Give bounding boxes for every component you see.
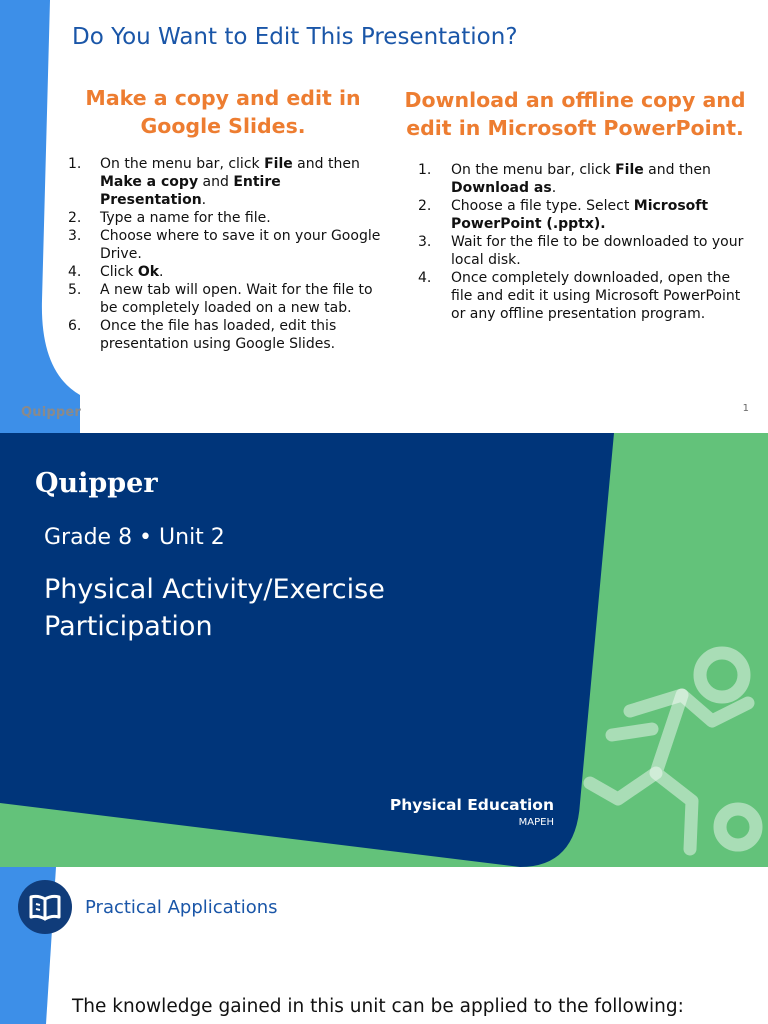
step-text-run: Wait for the file to be downloaded to your local disk. bbox=[451, 234, 744, 268]
step-text bbox=[100, 281, 388, 317]
footer-logo: Quipper bbox=[21, 405, 82, 420]
step-text-run: Choose where to save it on your Google Drive. bbox=[100, 228, 381, 262]
step-text-run: and then bbox=[643, 162, 711, 178]
step-number: 3. bbox=[418, 234, 432, 250]
google-slides-steps bbox=[58, 155, 388, 353]
step-text bbox=[451, 197, 746, 233]
slide-edit-instructions bbox=[0, 0, 768, 433]
step-text-bold: File bbox=[615, 162, 644, 178]
step-text-bold: Download as bbox=[451, 180, 552, 196]
step-item bbox=[404, 269, 746, 323]
powerpoint-steps bbox=[404, 161, 746, 323]
step-item bbox=[58, 209, 388, 227]
step-item bbox=[404, 161, 746, 197]
lesson-title: Physical Activity/Exercise Participation bbox=[44, 574, 385, 642]
step-text-run: On the menu bar, click bbox=[100, 156, 265, 172]
powerpoint-heading: Download an offline copy and edit in Microsoft PowerPoint. bbox=[404, 88, 746, 140]
step-item bbox=[58, 227, 388, 263]
step-text bbox=[451, 233, 746, 269]
step-item bbox=[58, 263, 388, 281]
step-text-bold: Ok bbox=[137, 264, 160, 280]
section-title: Practical Applications bbox=[85, 897, 278, 918]
step-text-run: . bbox=[551, 180, 557, 196]
step-text-bold: Entire Presentation bbox=[100, 174, 281, 208]
step-text-run: Choose a file type. Select bbox=[451, 198, 634, 214]
step-number: 3. bbox=[68, 228, 82, 244]
step-item bbox=[58, 317, 388, 353]
step-text-bold: File bbox=[264, 156, 293, 172]
step-text bbox=[100, 227, 388, 263]
step-text-run: . bbox=[159, 264, 164, 280]
step-text-run: . bbox=[201, 192, 207, 208]
step-text-run: On the menu bar, click bbox=[451, 162, 616, 178]
slide-practical-applications bbox=[0, 867, 768, 1024]
step-item bbox=[404, 197, 746, 233]
open-book-icon bbox=[18, 880, 72, 934]
step-text bbox=[100, 209, 388, 227]
step-number: 4. bbox=[418, 270, 432, 286]
step-text bbox=[451, 161, 746, 197]
step-number: 2. bbox=[68, 210, 82, 226]
step-number: 1. bbox=[68, 156, 82, 172]
step-number: 6. bbox=[68, 318, 82, 334]
step-item bbox=[404, 233, 746, 269]
step-text bbox=[100, 155, 388, 209]
step-text-run: Once the file has loaded, edit this presentation using Google Slides. bbox=[100, 318, 337, 352]
step-text bbox=[100, 317, 388, 353]
step-text-run: and then bbox=[292, 156, 360, 172]
step-item bbox=[58, 155, 388, 209]
step-text-run: and bbox=[198, 174, 234, 190]
subject-area: MAPEH bbox=[518, 817, 554, 828]
body-text: The knowledge gained in this unit can be applied to the following: bbox=[72, 996, 684, 1017]
step-text bbox=[100, 263, 388, 281]
step-text-run: Click bbox=[100, 264, 138, 280]
step-text-run: A new tab will open. Wait for the file to be completely loaded on a new tab. bbox=[100, 282, 373, 316]
grade-unit: Grade 8 • Unit 2 bbox=[44, 525, 225, 550]
step-number: 1. bbox=[418, 162, 432, 178]
step-text-run: Once completely downloaded, open the file and edit it using Microsoft PowerPoint or any offline presentation program. bbox=[451, 270, 741, 322]
brand-logo: Quipper bbox=[35, 468, 158, 499]
runner-icon bbox=[572, 643, 768, 867]
step-text-run: Type a name for the file. bbox=[100, 210, 271, 226]
subject-label: Physical Education bbox=[389, 796, 554, 814]
page-title: Do You Want to Edit This Presentation? bbox=[72, 24, 518, 50]
slide-title bbox=[0, 433, 768, 867]
google-slides-column bbox=[58, 84, 388, 353]
step-item bbox=[58, 281, 388, 317]
step-number: 5. bbox=[68, 282, 82, 298]
step-number: 2. bbox=[418, 198, 432, 214]
step-text-bold: Make a copy bbox=[100, 174, 199, 190]
page-number: 1 bbox=[742, 403, 749, 414]
step-number: 4. bbox=[68, 264, 82, 280]
step-text bbox=[451, 269, 746, 323]
powerpoint-column bbox=[404, 86, 746, 323]
google-slides-heading: Make a copy and edit in Google Slides. bbox=[85, 86, 361, 138]
step-text-bold: Microsoft PowerPoint (.pptx). bbox=[451, 198, 709, 232]
